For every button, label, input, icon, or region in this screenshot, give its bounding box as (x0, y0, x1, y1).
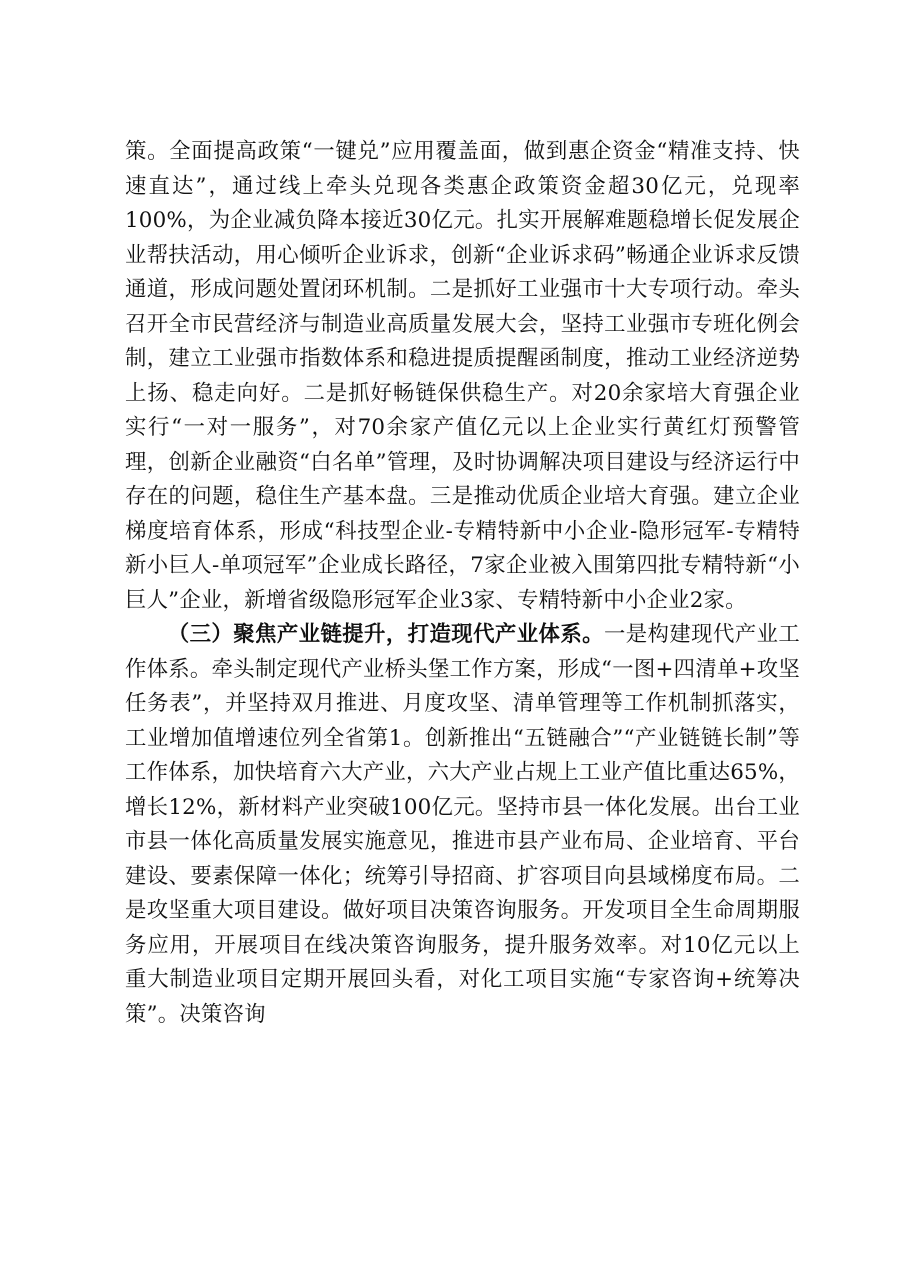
paragraph-continued: 策。全面提高政策“一键兑”应用覆盖面，做到惠企资金“精准支持、快速直达”，通过线上牵头兑现各类惠企政策资金超30亿元，兑现率100%，为企业减负降本接近30亿元。扎实开展解难题稳增长促发展企业帮扶活动，用心倾听企业诉求，创新“企业诉求码”畅通企业诉求反馈通道，形成问题处置闭环机制。二是抓好工业强市十大专项行动。牵头召开全市民营经济与制造业高质量发展大会，坚持工业强市专班化例会制，建立工业强市指数体系和稳进提质提醒函制度，推动工业经济逆势上扬、稳走向好。二是抓好畅链保供稳生产。对20余家培大育强企业实行“一对一服务”，对70余家产值亿元以上企业实行黄红灯预警管理，创新企业融资“白名单”管理，及时协调解决项目建设与经济运行中存在的问题，稳住生产基本盘。三是推动优质企业培大育强。建立企业梯度培育体系，形成“科技型企业-专精特新中小企业-隐形冠军-专精特新小巨人-单项冠军”企业成长路径，7家企业被入围第四批专精特新“小巨人”企业，新增省级隐形冠军企业3家、专精特新中小企业2家。 (125, 139, 800, 613)
section-body: 一是构建现代产业工作体系。牵头制定现代产业桥头堡工作方案，形成“一图+四清单+攻坚任务表”，并坚持双月推进、月度攻坚、清单管理等工作机制抓落实，工业增加值增速位列全省第1。创新推出“五链融合”“产业链链长制”等工作体系，加快培育六大产业，六大产业占规上工业产值比重达65%，增长12%，新材料产业突破100亿元。坚持市县一体化发展。出台工业市县一体化高质量发展实施意见，推进市县产业布局、企业培育、平台建设、要素保障一体化；统筹引导招商、扩容项目向县域梯度布局。二是攻坚重大项目建设。做好项目决策咨询服务。开发项目全生命周期服务应用，开展项目在线决策咨询服务，提升服务效率。对10亿元以上重大制造业项目定期开展回头看，对化工项目实施“专家咨询+统筹决策”。决策咨询 (125, 622, 800, 1027)
paragraph-section-three (125, 618, 800, 1032)
document-body (125, 135, 800, 1032)
section-heading: （三）聚焦产业链提升，打造现代产业体系。 (167, 622, 604, 647)
